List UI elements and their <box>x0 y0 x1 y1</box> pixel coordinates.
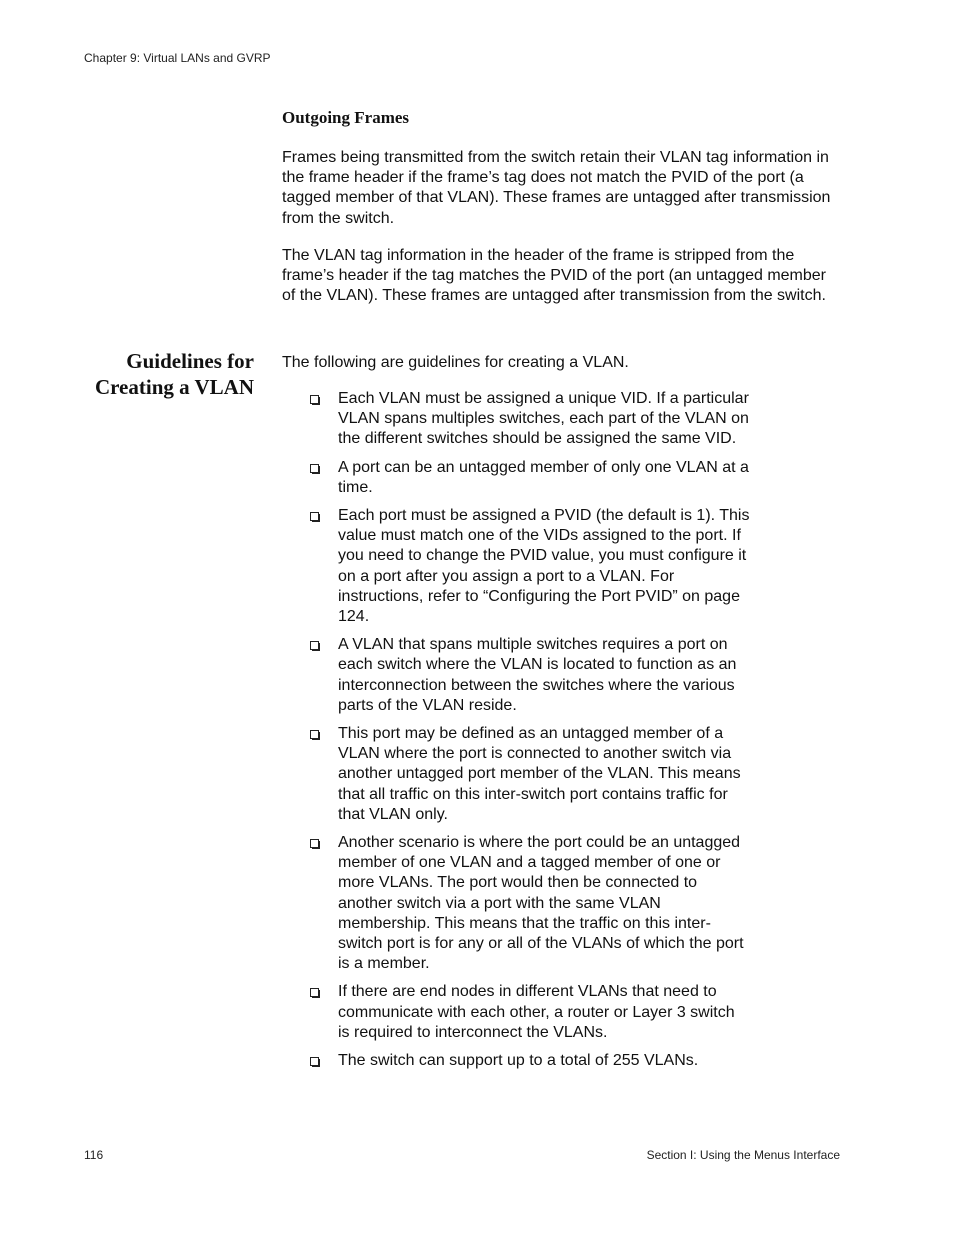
list-item <box>308 1051 758 1071</box>
outgoing-paragraph-1 <box>282 148 842 229</box>
section-footer: Section I: Using the Menus Interface <box>646 1148 840 1162</box>
checkbox-bullet-icon <box>310 464 319 473</box>
list-item-text: A port can be an untagged member of only one VLAN at a time. <box>338 458 749 496</box>
list-item <box>308 982 758 1043</box>
list-item-text: Each VLAN must be assigned a unique VID. If a particular VLAN spans multiples switches, each part of the VLAN on the different switches should be assigned the same VID. <box>338 390 749 448</box>
page-number: 116 <box>84 1148 104 1162</box>
outgoing-frames-heading: Outgoing Frames <box>282 108 410 127</box>
list-item-text: Another scenario is where the port could be an untagged member of one VLAN and a tagged member of one or more VLANs. The port would then be connected to another switch via a port with the same VLAN membership. This means that the traffic on this inter-switch port is for any or all of the VLANs of which the port is a member. <box>338 834 744 973</box>
list-item <box>308 506 758 627</box>
intro-text: The following are guidelines for creating a VLAN. <box>282 354 629 371</box>
paragraph-text: Frames being transmitted from the switch retain their VLAN tag information in the frame header if the frame’s tag does not match the PVID of the port (a tagged member of that VLAN). These frames are untagged after transmission from the switch. <box>282 149 831 227</box>
outgoing-paragraph-2 <box>282 246 842 307</box>
checkbox-bullet-icon <box>310 1057 319 1066</box>
running-header: Chapter 9: Virtual LANs and GVRP <box>84 51 271 65</box>
guidelines-intro <box>282 353 842 373</box>
list-item-text: A VLAN that spans multiple switches requires a port on each switch where the VLAN is located to function as an interconnection between the switches where the various parts of the VLAN reside. <box>338 636 737 714</box>
checkbox-bullet-icon <box>310 839 319 848</box>
list-item <box>308 833 758 974</box>
list-item <box>308 724 758 825</box>
guidelines-list <box>308 389 758 1079</box>
list-item-text: If there are end nodes in different VLANs that need to communicate with each other, a router or Layer 3 switch is required to interconnect the VLANs. <box>338 983 735 1041</box>
section-heading-line-1: Guidelines for <box>126 349 254 373</box>
guidelines-section-heading <box>60 348 254 400</box>
section-heading-line-2: Creating a VLAN <box>94 375 254 399</box>
checkbox-bullet-icon <box>310 641 319 650</box>
list-item <box>308 635 758 716</box>
list-item-text: Each port must be assigned a PVID (the default is 1). This value must match one of the VIDs assigned to the port. If you need to change the PVID value, you must configure it on a port after you assign a port to a VLAN. For instructions, refer to “Configuring the Port PVID” on page 124. <box>338 507 750 626</box>
checkbox-bullet-icon <box>310 988 319 997</box>
checkbox-bullet-icon <box>310 730 319 739</box>
checkbox-bullet-icon <box>310 512 319 521</box>
checkbox-bullet-icon <box>310 395 319 404</box>
list-item-text: The switch can support up to a total of 255 VLANs. <box>338 1052 699 1070</box>
list-item <box>308 389 758 450</box>
paragraph-text: The VLAN tag information in the header of the frame is stripped from the frame’s header if the tag matches the PVID of the port (an untagged member of the VLAN). These frames are untagged after transmission from the switch. <box>282 247 827 305</box>
list-item-text: This port may be defined as an untagged member of a VLAN where the port is connected to another switch via another untagged port member of the VLAN. This means that all traffic on this inter-switch port contains traffic for that VLAN only. <box>338 725 741 823</box>
list-item <box>308 458 758 498</box>
